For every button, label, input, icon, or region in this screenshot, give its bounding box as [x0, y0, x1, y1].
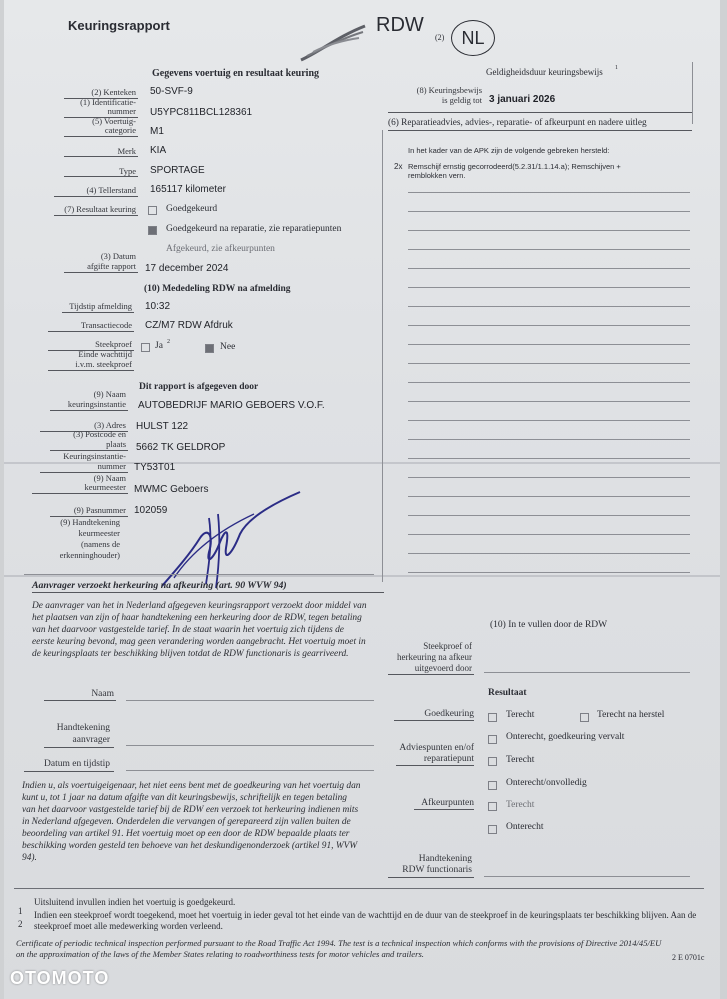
label-handtekening-3: (namens de [81, 539, 120, 549]
herkeuring-title: Aanvrager verzoekt herkeuring na afkeuring (art. 90 WVW 94) [32, 580, 287, 591]
advice-ruled-line [408, 515, 690, 516]
advice-ruled-line [408, 553, 690, 554]
value-datum: 17 december 2024 [145, 263, 229, 274]
label-transactiecode: Transactiecode [80, 320, 132, 330]
value-naam-instantie: AUTOBEDRIJF MARIO GEBOERS V.O.F. [138, 400, 325, 411]
advice-ruled-line [408, 192, 690, 193]
label-steekproef-rdw-1: Steekproef of [423, 641, 472, 651]
advice-ruled-line [408, 496, 690, 497]
option-afgekeurd: Afgekeurd, zie afkeurpunten [166, 244, 275, 254]
advice-ruled-line [408, 211, 690, 212]
option-advies-terecht: Terecht [506, 755, 535, 765]
datum-tijdstip-field[interactable] [126, 770, 374, 771]
checkbox-onterecht-onvolledig[interactable] [488, 781, 497, 790]
label-postcode-1: (3) Postcode en [73, 429, 126, 439]
label-goedkeuring: Goedkeuring [424, 709, 474, 719]
label-pasnummer: (9) Pasnummer [73, 505, 126, 515]
advice-ruled-line [408, 268, 690, 269]
label-datum-tijdstip: Datum en tijdstip [44, 759, 110, 769]
advice-ruled-line [408, 420, 690, 421]
footnote-1-text: Uitsluitend invullen indien het voertuig is goedgekeurd. [34, 897, 236, 907]
value-tijdstip: 10:32 [145, 301, 171, 312]
label-datum-2: afgifte rapport [87, 261, 136, 271]
checkbox-steekproef-ja[interactable] [141, 343, 150, 352]
value-kenteken: 50-SVF-9 [150, 86, 193, 97]
label-merk: Merk [117, 146, 136, 156]
value-adres: HULST 122 [136, 421, 189, 432]
herkeuring-paragraph: De aanvrager van het in Nederland afgegeven keuringsrapport verzoekt door middel van het plaatsen van zijn of haar handtekening een herkeuring door de RDW, tegen betaling van het daarvoor vastgestelde tarief. In de staat waarin het voertuig zich tijdens de eerste keuring bevond, mag geen verandering worden aangebracht. Het voertuig moet in de keuringsplaats ter beschikking blijven totdat de RDW functionaris is gearriveerd. [32, 601, 367, 659]
advice-ruled-line [408, 477, 690, 478]
repair-text-1: Remschijf ernstig gecorrodeerd(5.2.31/1.1.14.a); Remschijven + [408, 162, 621, 171]
form-code: 2 E 0701c [672, 953, 705, 962]
rdw-note: (2) [435, 33, 445, 42]
advice-ruled-line [408, 363, 690, 364]
label-categorie-1: (5) Voertuig- [92, 116, 136, 126]
repair-text-2: remblokken vern. [408, 171, 466, 180]
option-goedkeuring-terecht: Terecht [506, 710, 535, 720]
handtekening-aanvrager-field[interactable] [126, 745, 374, 746]
inspection-report [4, 0, 720, 999]
afgegeven-title: Dit rapport is afgegeven door [139, 382, 259, 392]
column-divider [382, 130, 383, 582]
option-onterecht-vervalt: Onterecht, goedkeuring vervalt [506, 732, 625, 742]
label-keurmeester-1: (9) Naam [93, 473, 126, 483]
checkbox-steekproef-nee[interactable] [205, 344, 214, 353]
checkbox-terecht-na-herstel[interactable] [580, 713, 589, 722]
value-transactiecode: CZ/M7 RDW Afdruk [145, 320, 233, 331]
afmelding-title: (10) Mededeling RDW na afmelding [144, 284, 291, 294]
label-advies-1: Adviespunten en/of [399, 743, 474, 753]
repair-qty: 2x [394, 162, 403, 171]
advice-ruled-line [408, 401, 690, 402]
otomoto-watermark: OTOMOTO [10, 968, 110, 988]
option-afkeur-terecht: Terecht [506, 800, 535, 810]
label-handtekening-rdw-2: RDW functionaris [402, 865, 472, 875]
geldigheid-title: Geldigheidsduur keuringsbewijs [486, 67, 603, 77]
rdw-logo-icon [299, 22, 369, 62]
value-identificatienummer: U5YPC811BCL128361 [150, 107, 253, 118]
option-goedgekeurd-na-reparatie: Goedgekeurd na reparatie, zie reparatiepunten [166, 224, 342, 234]
apk-text: In het kader van de APK zijn de volgende gebreken hersteld: [408, 146, 610, 155]
resultaat-title: Resultaat [488, 688, 527, 698]
advice-ruled-line [408, 458, 690, 459]
advice-ruled-line [408, 287, 690, 288]
checkbox-goedkeuring-terecht[interactable] [488, 713, 497, 722]
label-handtekening-2: keurmeester [78, 528, 120, 538]
value-pasnummer: 102059 [134, 505, 168, 516]
country-badge: NL [451, 20, 495, 56]
label-tijdstip: Tijdstip afmelding [69, 301, 132, 311]
advies-title: (6) Reparatieadvies, advies-, reparatie- of afkeurpunt en nadere uitleg [388, 118, 647, 128]
advice-ruled-line [408, 344, 690, 345]
value-type: SPORTAGE [150, 165, 205, 176]
label-kenteken: (2) Kenteken [91, 87, 136, 97]
section-title-vehicle: Gegevens voertuig en resultaat keuring [152, 68, 320, 79]
checkbox-goedgekeurd[interactable] [148, 206, 157, 215]
label-handtekening-1: (9) Handtekening [60, 517, 120, 527]
option-goedgekeurd: Goedgekeurd [166, 204, 218, 214]
value-postcode: 5662 TK GELDROP [136, 442, 226, 453]
option-ja: Ja [155, 341, 163, 351]
rdw-box-title: (10) In te vullen door de RDW [490, 620, 608, 630]
geldigheid-note: 1 [615, 65, 618, 71]
label-keurmeester-2: keurmeester [84, 482, 126, 492]
label-postcode-2: plaats [106, 439, 126, 449]
advice-ruled-line [408, 572, 690, 573]
checkbox-afkeur-onterecht[interactable] [488, 825, 497, 834]
advice-ruled-line [408, 439, 690, 440]
checkbox-afkeur-terecht[interactable] [488, 802, 497, 811]
label-handtekening-4: erkenninghouder) [59, 550, 120, 560]
certificate-text: Certificate of periodic technical inspection performed pursuant to the Road Traffic Act 1994. The test is a technical inspection which conforms with the provisions of Directive 2014/45/EU on the approximation of the laws of the Member States relating to roadworthiness tests for motor vehicles and trailers. [16, 938, 662, 959]
label-advies-2: reparatiepunt [423, 754, 474, 764]
label-identificatie-1: (1) Identificatie- [80, 97, 136, 107]
label-tellerstand: (4) Tellerstand [86, 185, 136, 195]
label-instantienummer-1: Keuringsinstantie- [63, 451, 126, 461]
label-handtekening-rdw-1: Handtekening [418, 854, 472, 864]
advice-ruled-line [408, 325, 690, 326]
fold-line [4, 575, 720, 577]
rdw-label: RDW [376, 14, 424, 36]
label-handtekening-aanvrager-1: Handtekening [56, 723, 110, 733]
value-categorie: M1 [150, 126, 164, 137]
label-keuringsbewijs-1: (8) Keuringsbewijs [416, 85, 482, 95]
label-naam: Naam [91, 689, 114, 699]
naam-field[interactable] [126, 700, 374, 701]
label-steekproef-rdw-3: uitgevoerd door [414, 663, 472, 673]
checkbox-goedgekeurd-na-reparatie[interactable] [148, 226, 157, 235]
steekproef-rdw-field[interactable] [484, 672, 690, 673]
label-datum-1: (3) Datum [100, 251, 136, 261]
label-einde-1: Einde wachttijd [78, 349, 132, 359]
label-keuringsbewijs-2: is geldig tot [441, 95, 482, 105]
label-naam-instantie-1: (9) Naam [93, 389, 126, 399]
label-adres: (3) Adres [94, 420, 126, 430]
value-merk: KIA [150, 145, 167, 156]
label-resultaat: (7) Resultaat keuring [64, 204, 136, 214]
option-ja-note: 2 [167, 339, 170, 345]
option-afkeur-onterecht: Onterecht [506, 822, 544, 832]
label-einde-2: i.v.m. steekproef [75, 359, 132, 369]
label-handtekening-aanvrager-2: aanvrager [72, 735, 110, 745]
advice-ruled-line [408, 534, 690, 535]
label-steekproef-rdw-2: herkeuring na afkeur [397, 652, 472, 662]
value-geldig-tot: 3 januari 2026 [489, 94, 556, 105]
label-categorie-2: categorie [104, 125, 136, 135]
checkbox-onterecht-vervalt[interactable] [488, 735, 497, 744]
label-instantienummer-2: nummer [97, 461, 126, 471]
label-steekproef: Steekproef [95, 339, 132, 349]
option-nee: Nee [220, 342, 236, 352]
report-title: Keuringsrapport [68, 18, 170, 33]
value-keurmeester: MWMC Geboers [134, 484, 209, 495]
indien-paragraph: Indien u, als voertuigeigenaar, het niet eens bent met de goedkeuring van het voertuig dan kunt u, tot 1 jaar na datum afgifte van dit keuringsbewijs, schriftelijk en tegen betaling van het daarvoor vastgestelde tarief bij de RDW een verzoek tot herkeuring indienen mits in Nederland afgegeven. Onderdelen die vervangen of gerepareerd zijn vallen buiten de beoordeling van artikel 91. Het voertuig moet op een door de RDW bepaalde plaats ter beschikking worden gesteld ten behoeve van het deskundigenonderzoek (artikel 91, WVW 94). [22, 781, 361, 863]
option-terecht-na-herstel: Terecht na herstel [597, 710, 665, 720]
value-instantienummer: TY53T01 [134, 462, 176, 473]
footnote-2-text: Indien een steekproef wordt toegekend, moet het voertuig in ieder geval tot het einde van de wachttijd en de duur van de steekproef in de keuringsplaats ter beschikking blijven. Aan de steekproef moet alle medewerking worden verleend. [34, 910, 697, 931]
label-naam-instantie-2: keuringsinstantie [67, 399, 126, 409]
advice-ruled-line [408, 249, 690, 250]
advice-ruled-line [408, 230, 690, 231]
label-type: Type [119, 166, 136, 176]
value-tellerstand: 165117 kilometer [150, 184, 226, 195]
footnote-1-number: 1 [18, 906, 23, 916]
advice-ruled-line [408, 382, 690, 383]
label-identificatie-2: nummer [107, 106, 136, 116]
option-onterecht-onvolledig: Onterecht/onvolledig [506, 778, 587, 788]
advice-ruled-line [408, 306, 690, 307]
label-afkeurpunten: Afkeurpunten [421, 798, 474, 808]
checkbox-advies-terecht[interactable] [488, 757, 497, 766]
footnote-2-number: 2 [18, 919, 23, 929]
handtekening-rdw-field[interactable] [484, 876, 690, 877]
